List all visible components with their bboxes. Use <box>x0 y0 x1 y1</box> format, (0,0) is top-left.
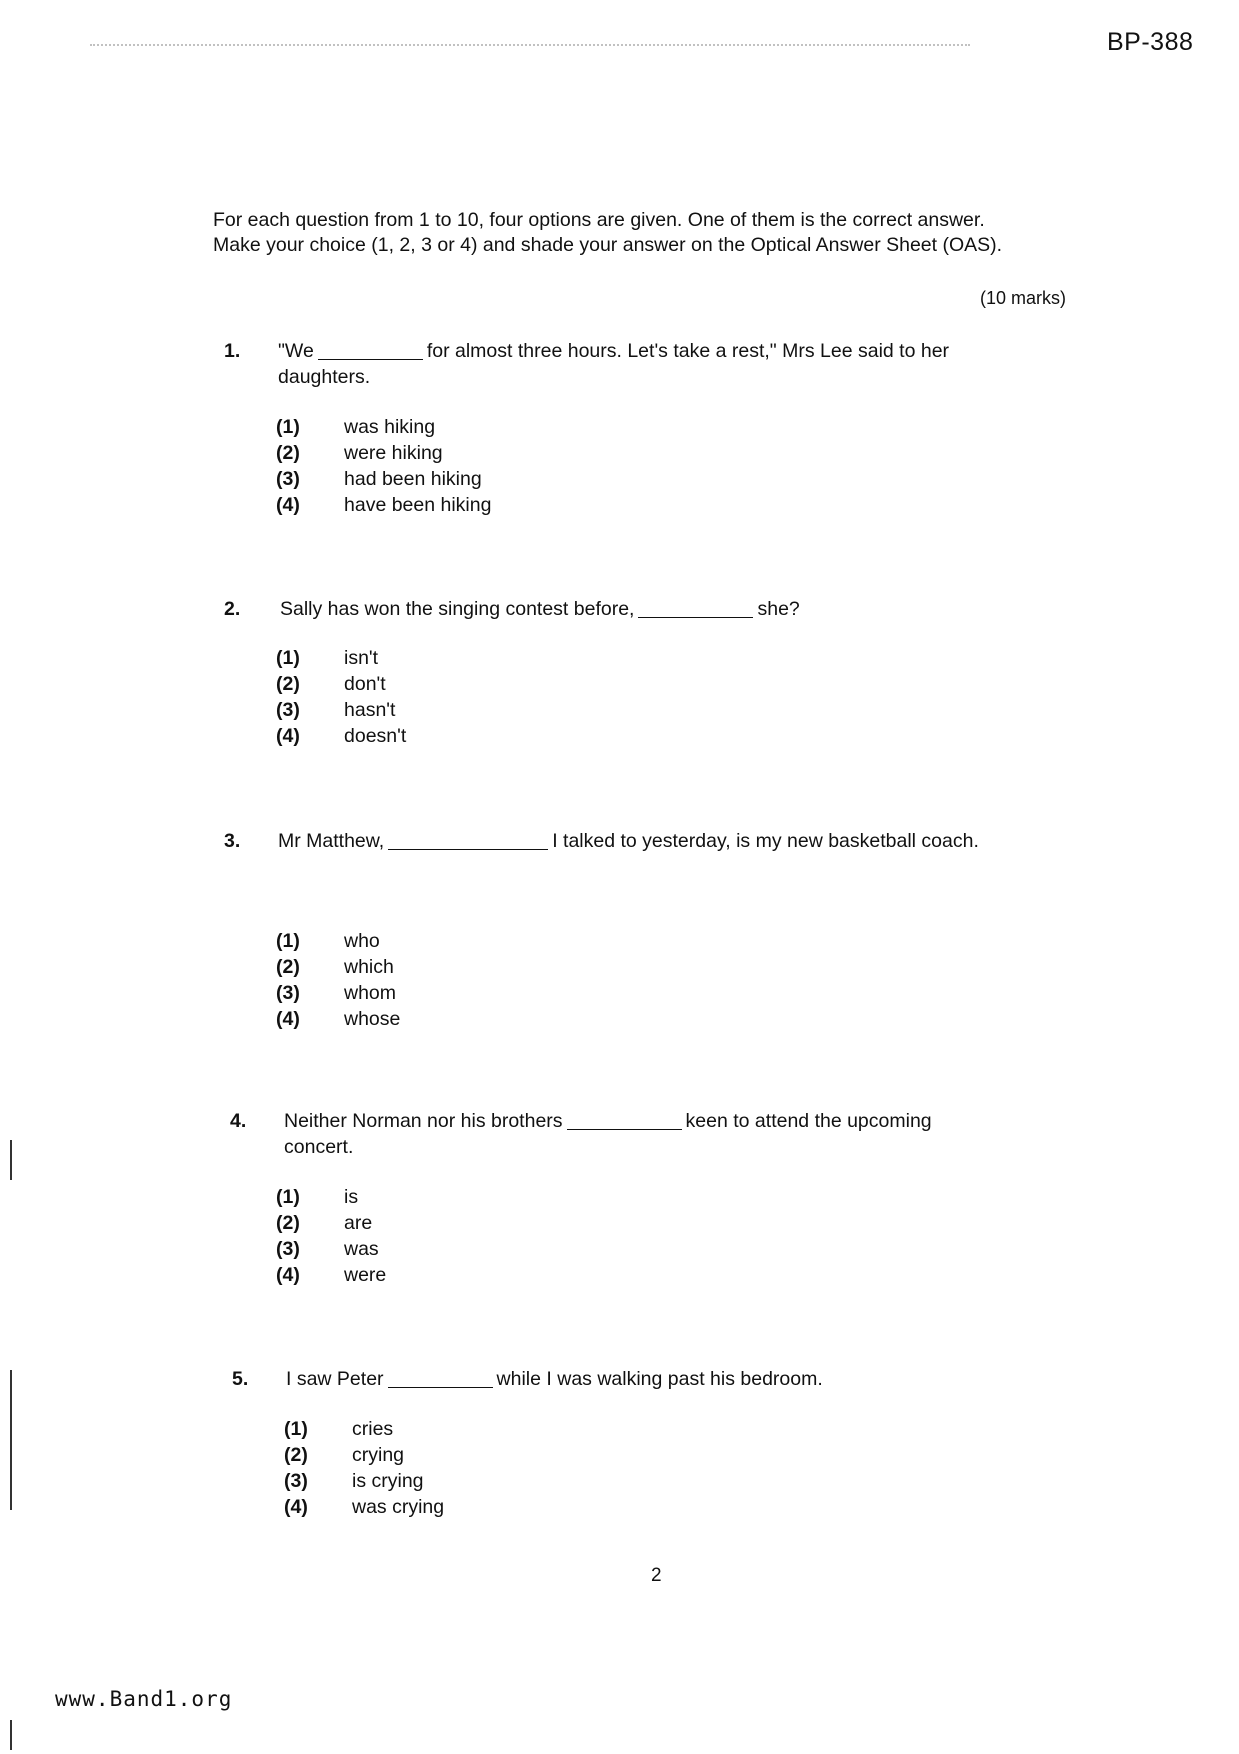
option-1-1: (1) was hiking <box>276 416 436 438</box>
option-4-1: (1) is <box>276 1186 359 1208</box>
question-number-2: 2. <box>224 598 241 620</box>
scan-edge-mark <box>10 1720 12 1750</box>
option-4-4: (4) were <box>276 1264 387 1286</box>
option-4-2: (2) are <box>276 1212 373 1234</box>
question-number-3: 3. <box>224 830 241 852</box>
option-3-3: (3) whom <box>276 982 397 1004</box>
question-text-3: Mr Matthew, I talked to yesterday, is my new basketball coach. <box>278 830 979 852</box>
options-list-3 <box>276 928 400 1032</box>
option-5-1: (1) cries <box>284 1418 394 1440</box>
paper-code: BP-388 <box>1107 28 1194 56</box>
page-number: 2 <box>651 1565 662 1586</box>
option-5-2: (2) crying <box>284 1444 405 1466</box>
marks-label: (10 marks) <box>980 288 1067 308</box>
question-number-4: 4. <box>230 1110 247 1132</box>
option-5-4: (4) was crying <box>284 1496 445 1518</box>
question-1-before: "We <box>278 340 314 362</box>
scan-edge-mark <box>10 1370 12 1510</box>
question-text-5: I saw Peter while I was walking past his bedroom. <box>286 1368 823 1390</box>
answer-blank <box>638 598 753 619</box>
options-list-5 <box>284 1416 444 1520</box>
option-2-1: (1) isn't <box>276 647 379 669</box>
option-1-3: (3) had been hiking <box>276 468 482 490</box>
option-2-3: (3) hasn't <box>276 699 396 721</box>
instructions: For each question from 1 to 10, four options are given. One of them is the correct answer. Make your choice (1, 2, 3 or 4) and shade your answer on the Optical Answer Sheet (OAS). <box>213 209 1003 256</box>
scan-noise-line <box>90 44 970 50</box>
answer-blank <box>388 830 548 851</box>
options-list-1 <box>276 414 491 518</box>
answer-blank <box>567 1110 682 1131</box>
scan-edge-mark <box>10 1140 12 1180</box>
option-1-2: (2) were hiking <box>276 442 443 464</box>
answer-blank <box>388 1368 493 1389</box>
question-number-1: 1. <box>224 340 241 362</box>
question-text-1 <box>278 338 1028 390</box>
question-1-after: for almost three hours. Let's take a rest," Mrs Lee said to her daughters. <box>278 340 950 388</box>
options-list-4 <box>276 1184 386 1288</box>
option-2-2: (2) don't <box>276 673 386 695</box>
footer-url: www.Band1.org <box>55 1687 233 1711</box>
option-5-3: (3) is crying <box>284 1470 424 1492</box>
option-4-3: (3) was <box>276 1238 379 1260</box>
option-2-4: (4) doesn't <box>276 725 407 747</box>
question-number-5: 5. <box>232 1368 249 1390</box>
question-text-4: Neither Norman nor his brothers keen to attend the upcoming concert. <box>284 1110 932 1158</box>
option-3-2: (2) which <box>276 956 394 978</box>
question-text-2: Sally has won the singing contest before, she? <box>280 598 800 620</box>
answer-blank <box>318 340 423 361</box>
option-3-1: (1) who <box>276 930 380 952</box>
options-list-2 <box>276 645 406 749</box>
option-3-4: (4) whose <box>276 1008 401 1030</box>
option-1-4: (4) have been hiking <box>276 494 492 516</box>
